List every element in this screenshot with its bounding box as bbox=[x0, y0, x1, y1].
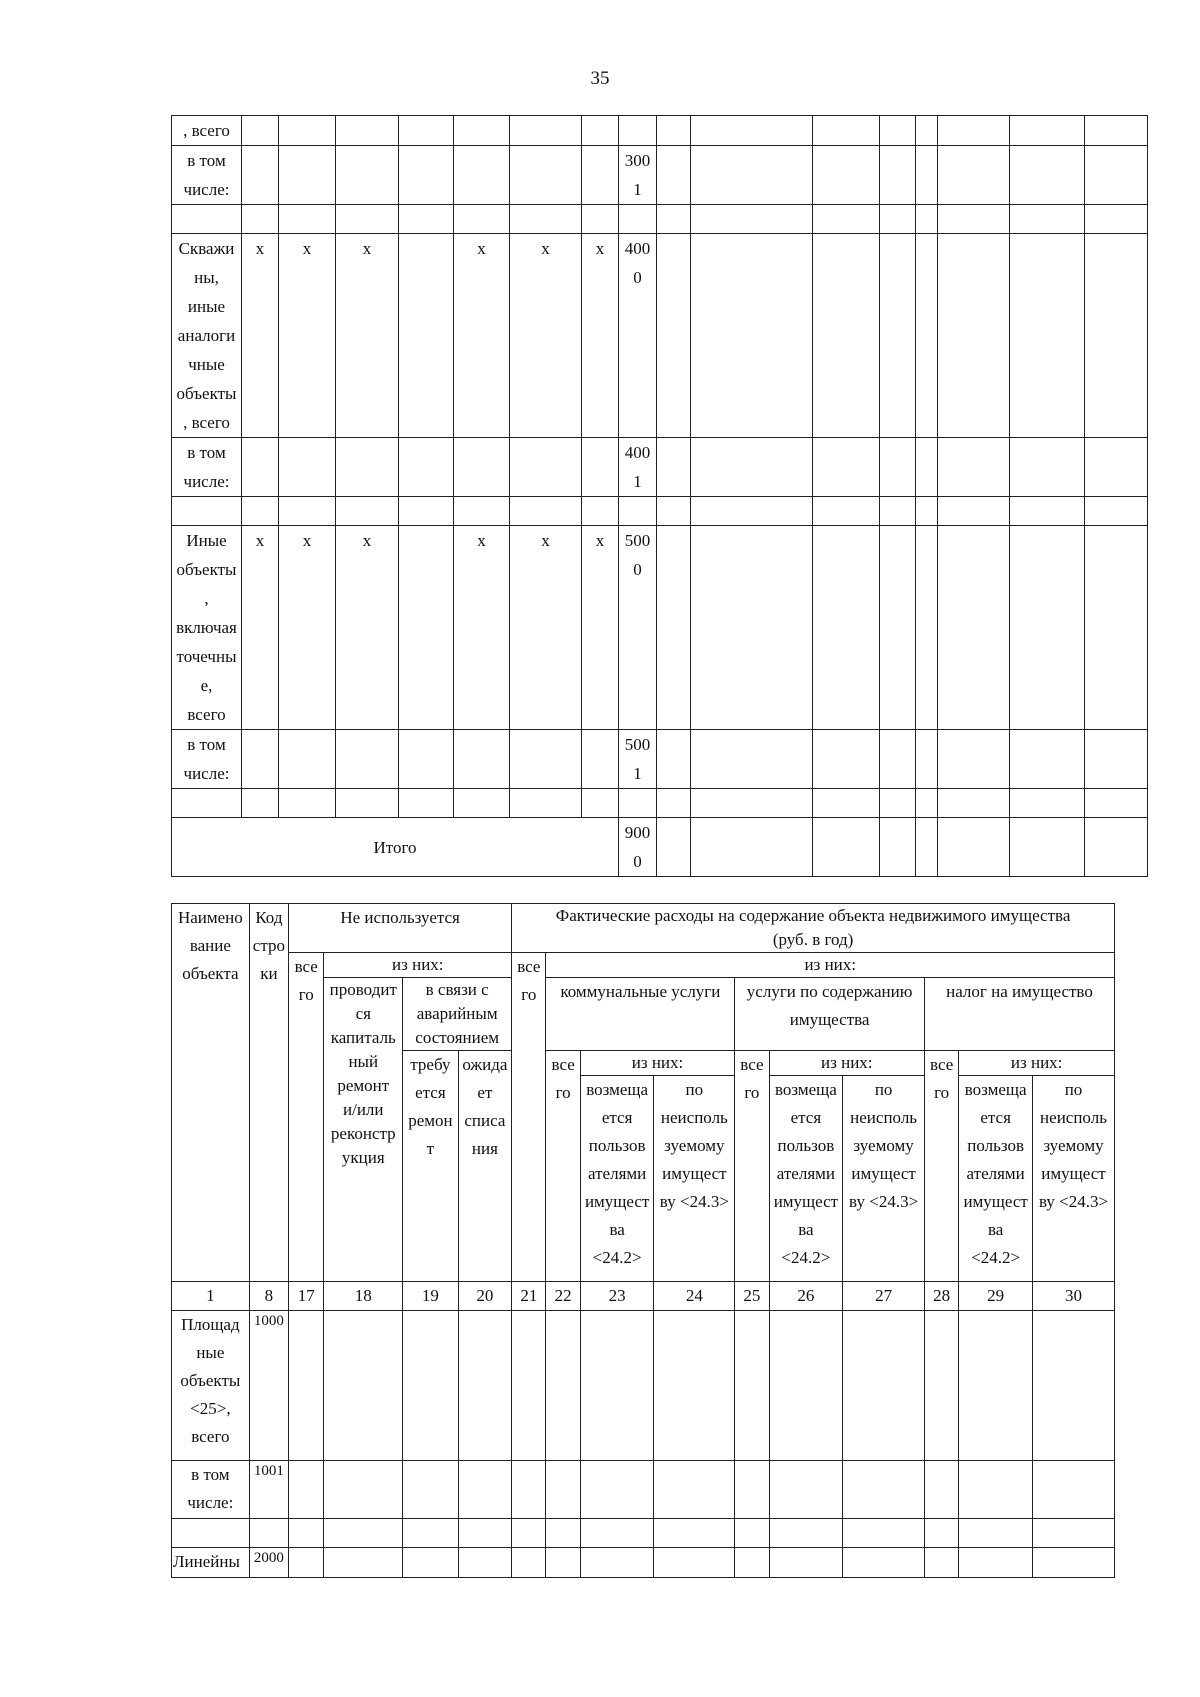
table-row bbox=[172, 205, 1148, 234]
mark-cell: x bbox=[454, 526, 510, 730]
mark-cell: x bbox=[582, 234, 619, 438]
mark-cell bbox=[399, 730, 454, 789]
empty-cell bbox=[916, 818, 938, 877]
header-maintenance-total: все го bbox=[735, 1051, 769, 1282]
empty-cell bbox=[458, 1311, 512, 1461]
empty-cell bbox=[512, 1548, 546, 1578]
table-row bbox=[172, 116, 1148, 146]
header-maintenance-of-them: из них: bbox=[769, 1051, 924, 1076]
header-maintenance: услуги по содержанию имущества bbox=[735, 978, 925, 1051]
empty-cell bbox=[938, 818, 1010, 877]
empty-cell bbox=[769, 1548, 843, 1578]
header-tax-reimbursed: возмеща ется пользов ателями имущест ва <24.2> bbox=[959, 1076, 1033, 1282]
mark-cell bbox=[399, 789, 454, 818]
row-code bbox=[619, 497, 657, 526]
empty-cell bbox=[324, 1311, 403, 1461]
empty-cell bbox=[925, 1519, 959, 1548]
empty-cell bbox=[880, 526, 916, 730]
mark-cell: x bbox=[510, 234, 582, 438]
empty-cell bbox=[880, 438, 916, 497]
empty-cell bbox=[1085, 818, 1148, 877]
header-tax-of-them: из них: bbox=[959, 1051, 1115, 1076]
mark-cell bbox=[510, 116, 582, 146]
empty-cell bbox=[691, 789, 813, 818]
empty-cell bbox=[916, 205, 938, 234]
empty-cell bbox=[289, 1519, 324, 1548]
mark-cell bbox=[336, 730, 399, 789]
empty-cell bbox=[813, 526, 880, 730]
empty-cell bbox=[959, 1311, 1033, 1461]
empty-cell bbox=[813, 818, 880, 877]
empty-cell bbox=[925, 1461, 959, 1519]
bottom-table bbox=[171, 903, 1115, 1578]
mark-cell bbox=[582, 146, 619, 205]
column-number: 29 bbox=[959, 1282, 1033, 1311]
row-code: 400 0 bbox=[619, 234, 657, 438]
empty-cell bbox=[843, 1519, 925, 1548]
empty-cell bbox=[880, 789, 916, 818]
row-label: Скважи ны, иные аналоги чные объекты , всего bbox=[172, 234, 242, 438]
mark-cell: x bbox=[582, 526, 619, 730]
row-label: в том числе: bbox=[172, 146, 242, 205]
empty-cell bbox=[546, 1519, 580, 1548]
header-not-used-total: все го bbox=[289, 953, 324, 1282]
empty-cell bbox=[654, 1461, 735, 1519]
table-row bbox=[172, 438, 1148, 497]
table-row bbox=[172, 146, 1148, 205]
mark-cell: x bbox=[336, 526, 399, 730]
mark-cell bbox=[279, 116, 336, 146]
header-costs-total: все го bbox=[512, 953, 546, 1282]
header-utilities-of-them: из них: bbox=[580, 1051, 734, 1076]
row-label: в том числе: bbox=[172, 1461, 250, 1519]
mark-cell: x bbox=[242, 234, 279, 438]
mark-cell bbox=[399, 438, 454, 497]
column-number: 28 bbox=[925, 1282, 959, 1311]
row-code bbox=[249, 1519, 288, 1548]
row-code: 400 1 bbox=[619, 438, 657, 497]
mark-cell: x bbox=[336, 234, 399, 438]
empty-cell bbox=[813, 497, 880, 526]
empty-cell bbox=[1033, 1311, 1115, 1461]
mark-cell bbox=[582, 497, 619, 526]
empty-cell bbox=[654, 1548, 735, 1578]
mark-cell bbox=[242, 116, 279, 146]
column-number: 30 bbox=[1033, 1282, 1115, 1311]
row-code: 1001 bbox=[249, 1461, 288, 1519]
empty-cell bbox=[580, 1461, 654, 1519]
empty-cell bbox=[691, 205, 813, 234]
empty-cell bbox=[691, 818, 813, 877]
total-code: 900 0 bbox=[619, 818, 657, 877]
mark-cell bbox=[454, 730, 510, 789]
row-label bbox=[172, 205, 242, 234]
empty-cell bbox=[938, 205, 1010, 234]
empty-cell bbox=[324, 1461, 403, 1519]
empty-cell bbox=[580, 1311, 654, 1461]
empty-cell bbox=[657, 497, 691, 526]
empty-cell bbox=[1085, 116, 1148, 146]
empty-cell bbox=[546, 1311, 580, 1461]
column-number: 21 bbox=[512, 1282, 546, 1311]
empty-cell bbox=[880, 730, 916, 789]
empty-cell bbox=[657, 526, 691, 730]
empty-cell bbox=[657, 789, 691, 818]
empty-cell bbox=[880, 116, 916, 146]
empty-cell bbox=[880, 818, 916, 877]
mark-cell bbox=[510, 205, 582, 234]
row-code bbox=[619, 205, 657, 234]
empty-cell bbox=[880, 205, 916, 234]
empty-cell bbox=[959, 1548, 1033, 1578]
header-utilities-unused: по неисполь зуемому имущест ву <24.3> bbox=[654, 1076, 735, 1282]
header-tax-total: все го bbox=[925, 1051, 959, 1282]
mark-cell bbox=[279, 205, 336, 234]
empty-cell bbox=[657, 234, 691, 438]
header-capital-repair: проводит ся капиталь ный ремонт и/или реконстр укция bbox=[324, 978, 403, 1282]
mark-cell bbox=[510, 497, 582, 526]
empty-cell bbox=[657, 438, 691, 497]
empty-cell bbox=[735, 1461, 769, 1519]
mark-cell bbox=[399, 497, 454, 526]
empty-cell bbox=[843, 1548, 925, 1578]
mark-cell bbox=[582, 116, 619, 146]
row-code: 500 1 bbox=[619, 730, 657, 789]
empty-cell bbox=[925, 1311, 959, 1461]
empty-cell bbox=[691, 116, 813, 146]
empty-cell bbox=[843, 1461, 925, 1519]
empty-cell bbox=[880, 497, 916, 526]
row-code: 300 1 bbox=[619, 146, 657, 205]
mark-cell bbox=[242, 146, 279, 205]
mark-cell bbox=[242, 497, 279, 526]
mark-cell bbox=[454, 438, 510, 497]
mark-cell: x bbox=[279, 234, 336, 438]
mark-cell bbox=[510, 730, 582, 789]
empty-cell bbox=[938, 146, 1010, 205]
header-tax-unused: по неисполь зуемому имущест ву <24.3> bbox=[1033, 1076, 1115, 1282]
empty-cell bbox=[1010, 526, 1085, 730]
empty-cell bbox=[925, 1548, 959, 1578]
empty-cell bbox=[735, 1519, 769, 1548]
empty-cell bbox=[691, 234, 813, 438]
row-label: в том числе: bbox=[172, 438, 242, 497]
empty-cell bbox=[1085, 730, 1148, 789]
column-number: 25 bbox=[735, 1282, 769, 1311]
empty-cell bbox=[1010, 497, 1085, 526]
mark-cell: x bbox=[279, 526, 336, 730]
empty-cell bbox=[1010, 116, 1085, 146]
empty-cell bbox=[289, 1548, 324, 1578]
empty-cell bbox=[1085, 234, 1148, 438]
mark-cell bbox=[336, 205, 399, 234]
empty-cell bbox=[938, 789, 1010, 818]
empty-cell bbox=[1085, 497, 1148, 526]
top-table bbox=[171, 115, 1148, 877]
column-number: 24 bbox=[654, 1282, 735, 1311]
empty-cell bbox=[938, 234, 1010, 438]
empty-cell bbox=[813, 234, 880, 438]
mark-cell bbox=[279, 730, 336, 789]
mark-cell bbox=[279, 438, 336, 497]
empty-cell bbox=[1085, 526, 1148, 730]
column-number: 17 bbox=[289, 1282, 324, 1311]
empty-cell bbox=[657, 205, 691, 234]
empty-cell bbox=[512, 1519, 546, 1548]
empty-cell bbox=[813, 789, 880, 818]
empty-cell bbox=[1010, 818, 1085, 877]
empty-cell bbox=[916, 438, 938, 497]
mark-cell bbox=[336, 497, 399, 526]
empty-cell bbox=[1085, 789, 1148, 818]
row-label: Линейны bbox=[172, 1548, 250, 1578]
total-row bbox=[172, 818, 1148, 877]
empty-cell bbox=[916, 116, 938, 146]
empty-cell bbox=[938, 438, 1010, 497]
empty-cell bbox=[546, 1548, 580, 1578]
empty-cell bbox=[403, 1461, 459, 1519]
row-label bbox=[172, 1519, 250, 1548]
empty-cell bbox=[1010, 789, 1085, 818]
table-row bbox=[172, 1461, 1115, 1519]
empty-cell bbox=[1010, 205, 1085, 234]
empty-cell bbox=[938, 526, 1010, 730]
empty-cell bbox=[1010, 438, 1085, 497]
empty-cell bbox=[1010, 146, 1085, 205]
empty-cell bbox=[735, 1311, 769, 1461]
mark-cell: x bbox=[242, 526, 279, 730]
empty-cell bbox=[691, 146, 813, 205]
mark-cell bbox=[279, 146, 336, 205]
header-maintenance-unused: по неисполь зуемому имущест ву <24.3> bbox=[843, 1076, 925, 1282]
header-object-name: Наимено вание объекта bbox=[172, 904, 250, 1282]
empty-cell bbox=[657, 146, 691, 205]
table-row bbox=[172, 1311, 1115, 1461]
mark-cell bbox=[336, 116, 399, 146]
empty-cell bbox=[580, 1519, 654, 1548]
empty-cell bbox=[813, 146, 880, 205]
empty-cell bbox=[512, 1461, 546, 1519]
empty-cell bbox=[403, 1548, 459, 1578]
table-row bbox=[172, 1519, 1115, 1548]
empty-cell bbox=[938, 730, 1010, 789]
header-costs-of-them: из них: bbox=[546, 953, 1115, 978]
row-label bbox=[172, 497, 242, 526]
table-row bbox=[172, 730, 1148, 789]
empty-cell bbox=[880, 146, 916, 205]
empty-cell bbox=[916, 730, 938, 789]
header-row-code: Код стро ки bbox=[249, 904, 288, 1282]
table-row bbox=[172, 789, 1148, 818]
table-row bbox=[172, 497, 1148, 526]
mark-cell bbox=[582, 438, 619, 497]
empty-cell bbox=[1085, 146, 1148, 205]
empty-cell bbox=[458, 1519, 512, 1548]
mark-cell bbox=[454, 205, 510, 234]
total-label: Итого bbox=[172, 818, 619, 877]
column-number: 1 bbox=[172, 1282, 250, 1311]
empty-cell bbox=[813, 205, 880, 234]
empty-cell bbox=[1033, 1519, 1115, 1548]
empty-cell bbox=[959, 1461, 1033, 1519]
header-property-tax: налог на имущество bbox=[925, 978, 1115, 1051]
mark-cell bbox=[454, 116, 510, 146]
empty-cell bbox=[512, 1311, 546, 1461]
empty-cell bbox=[916, 146, 938, 205]
mark-cell bbox=[399, 205, 454, 234]
mark-cell bbox=[454, 497, 510, 526]
row-label: , всего bbox=[172, 116, 242, 146]
mark-cell: x bbox=[454, 234, 510, 438]
row-label: Площад ные объекты <25>, всего bbox=[172, 1311, 250, 1461]
empty-cell bbox=[1033, 1461, 1115, 1519]
empty-cell bbox=[691, 497, 813, 526]
empty-cell bbox=[916, 789, 938, 818]
empty-cell bbox=[938, 116, 1010, 146]
column-numbers-row bbox=[172, 1282, 1115, 1311]
mark-cell bbox=[399, 116, 454, 146]
mark-cell: x bbox=[510, 526, 582, 730]
mark-cell bbox=[336, 789, 399, 818]
row-label bbox=[172, 789, 242, 818]
column-number: 26 bbox=[769, 1282, 843, 1311]
column-number: 27 bbox=[843, 1282, 925, 1311]
empty-cell bbox=[657, 730, 691, 789]
header-not-used: Не используется bbox=[289, 904, 512, 953]
column-number: 18 bbox=[324, 1282, 403, 1311]
empty-cell bbox=[324, 1548, 403, 1578]
empty-cell bbox=[691, 526, 813, 730]
mark-cell bbox=[279, 789, 336, 818]
empty-cell bbox=[1010, 234, 1085, 438]
mark-cell bbox=[454, 789, 510, 818]
header-utilities: коммунальные услуги bbox=[546, 978, 735, 1051]
empty-cell bbox=[324, 1519, 403, 1548]
empty-cell bbox=[654, 1519, 735, 1548]
row-code bbox=[619, 116, 657, 146]
header-awaits-writeoff: ожида ет списа ния bbox=[458, 1051, 512, 1282]
empty-cell bbox=[691, 730, 813, 789]
table-row bbox=[172, 1548, 1115, 1578]
empty-cell bbox=[1085, 205, 1148, 234]
mark-cell bbox=[510, 789, 582, 818]
header-maintenance-reimbursed: возмеща ется пользов ателями имущест ва <24.2> bbox=[769, 1076, 843, 1282]
column-number: 19 bbox=[403, 1282, 459, 1311]
row-code: 2000 bbox=[249, 1548, 288, 1578]
table-row bbox=[172, 526, 1148, 730]
empty-cell bbox=[735, 1548, 769, 1578]
mark-cell bbox=[336, 146, 399, 205]
empty-cell bbox=[813, 730, 880, 789]
header-not-used-of-them: из них: bbox=[324, 953, 512, 978]
empty-cell bbox=[916, 497, 938, 526]
empty-cell bbox=[769, 1461, 843, 1519]
mark-cell bbox=[454, 146, 510, 205]
mark-cell bbox=[279, 497, 336, 526]
mark-cell bbox=[399, 526, 454, 730]
empty-cell bbox=[843, 1311, 925, 1461]
row-label: Иные объекты , включая точечны е, всего bbox=[172, 526, 242, 730]
column-number: 22 bbox=[546, 1282, 580, 1311]
empty-cell bbox=[813, 116, 880, 146]
empty-cell bbox=[916, 234, 938, 438]
column-number: 20 bbox=[458, 1282, 512, 1311]
empty-cell bbox=[289, 1461, 324, 1519]
header-actual-costs: Фактические расходы на содержание объекта недвижимого имущества (руб. в год) bbox=[512, 904, 1115, 953]
empty-cell bbox=[289, 1311, 324, 1461]
empty-cell bbox=[916, 526, 938, 730]
header-emergency: в связи с аварийным состоянием bbox=[403, 978, 512, 1051]
empty-cell bbox=[1033, 1548, 1115, 1578]
mark-cell bbox=[242, 205, 279, 234]
empty-cell bbox=[458, 1461, 512, 1519]
row-code: 1000 bbox=[249, 1311, 288, 1461]
empty-cell bbox=[959, 1519, 1033, 1548]
row-code: 500 0 bbox=[619, 526, 657, 730]
empty-cell bbox=[691, 438, 813, 497]
mark-cell bbox=[242, 730, 279, 789]
empty-cell bbox=[769, 1311, 843, 1461]
empty-cell bbox=[580, 1548, 654, 1578]
empty-cell bbox=[403, 1311, 459, 1461]
mark-cell bbox=[399, 234, 454, 438]
empty-cell bbox=[458, 1548, 512, 1578]
mark-cell bbox=[510, 438, 582, 497]
table-row bbox=[172, 234, 1148, 438]
empty-cell bbox=[403, 1519, 459, 1548]
column-number: 8 bbox=[249, 1282, 288, 1311]
row-code bbox=[619, 789, 657, 818]
empty-cell bbox=[657, 818, 691, 877]
empty-cell bbox=[546, 1461, 580, 1519]
row-label: в том числе: bbox=[172, 730, 242, 789]
empty-cell bbox=[654, 1311, 735, 1461]
mark-cell bbox=[582, 789, 619, 818]
mark-cell bbox=[510, 146, 582, 205]
mark-cell bbox=[582, 730, 619, 789]
header-utilities-total: все го bbox=[546, 1051, 580, 1282]
mark-cell bbox=[582, 205, 619, 234]
mark-cell bbox=[242, 789, 279, 818]
mark-cell bbox=[336, 438, 399, 497]
empty-cell bbox=[813, 438, 880, 497]
header-utilities-reimbursed: возмеща ется пользов ателями имущест ва <24.2> bbox=[580, 1076, 654, 1282]
mark-cell bbox=[242, 438, 279, 497]
page-number: 35 bbox=[590, 68, 610, 89]
empty-cell bbox=[1010, 730, 1085, 789]
column-number: 23 bbox=[580, 1282, 654, 1311]
empty-cell bbox=[657, 116, 691, 146]
empty-cell bbox=[769, 1519, 843, 1548]
empty-cell bbox=[938, 497, 1010, 526]
empty-cell bbox=[1085, 438, 1148, 497]
header-needs-repair: требу ется ремон т bbox=[403, 1051, 459, 1282]
empty-cell bbox=[880, 234, 916, 438]
mark-cell bbox=[399, 146, 454, 205]
